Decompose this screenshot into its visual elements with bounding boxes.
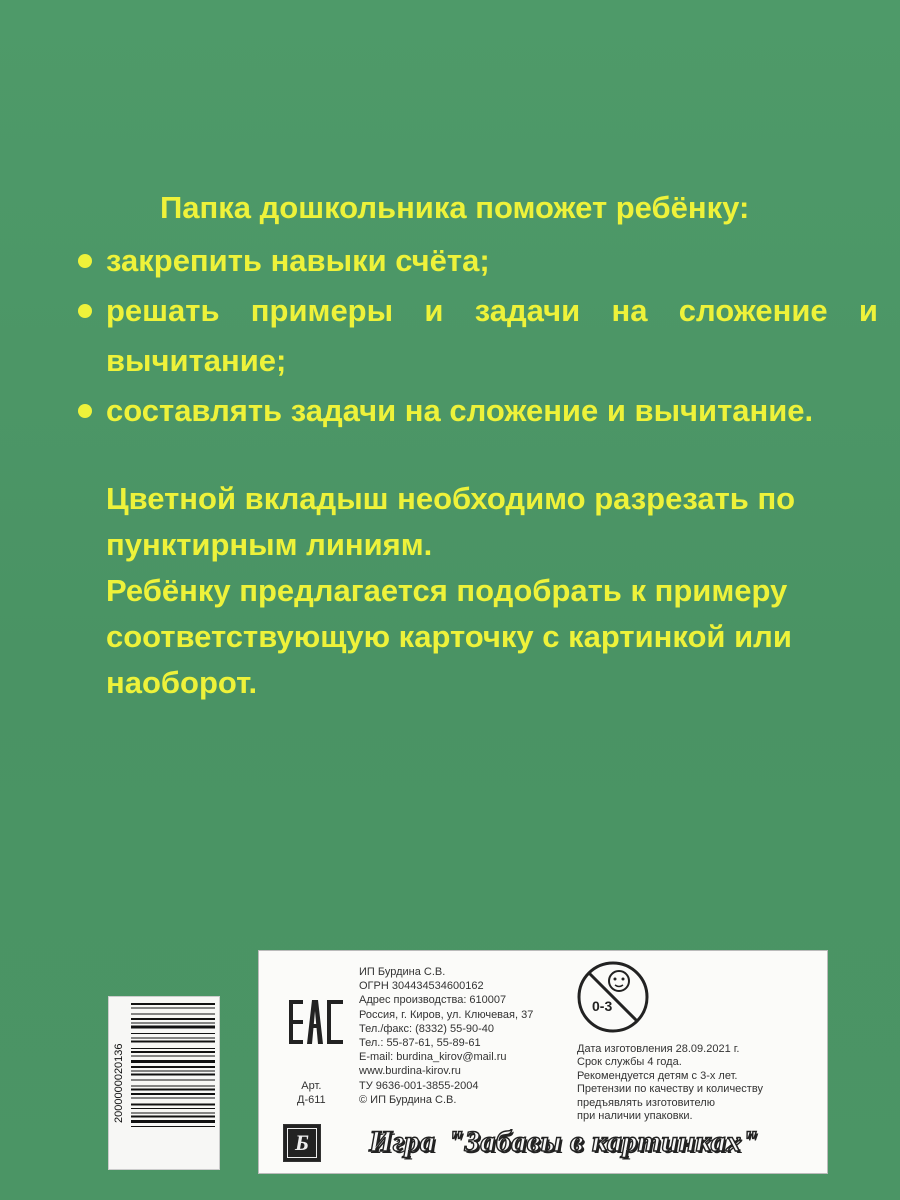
bullet-icon [78, 254, 92, 268]
benefits-list [78, 236, 878, 436]
info-line: Претензии по качеству и количеству [577, 1083, 763, 1096]
list-item [78, 386, 878, 436]
product-label [258, 950, 828, 1174]
article-label: Арт. [301, 1080, 322, 1092]
bullet-text: закрепить навыки счёта; [106, 243, 490, 278]
publisher-info [359, 965, 533, 1107]
bullet-icon [78, 304, 92, 318]
publisher-line: ТУ 9636-001-3855-2004 [359, 1079, 479, 1092]
logo-letter: Б [287, 1128, 317, 1158]
instructions [106, 476, 886, 706]
intro-heading: Папка дошкольника поможет ребёнку: [160, 190, 750, 225]
barcode [108, 996, 220, 1170]
barcode-digits: 2000000020136 [113, 1043, 125, 1123]
game-title [369, 1125, 759, 1159]
publisher-line: Адрес производства: 610007 [359, 994, 507, 1007]
game-word: Игра [369, 1125, 436, 1158]
article-code: Д-611 [297, 1094, 326, 1106]
eac-mark-icon [287, 997, 345, 1047]
publisher-line: Тел./факс: (8332) 55-90-40 [359, 1022, 494, 1035]
article-number [297, 1079, 326, 1107]
list-item [78, 236, 878, 286]
barcode-bars [131, 1003, 215, 1163]
publisher-logo-icon [283, 1124, 321, 1162]
publisher-line: E-mail: burdina_kirov@mail.ru [359, 1051, 507, 1064]
info-line: предъявлять изготовителю [577, 1096, 715, 1109]
game-name: "Забавы в картинках" [447, 1125, 759, 1158]
publisher-line: © ИП Бурдина С.В. [359, 1093, 457, 1106]
bullet-icon [78, 404, 92, 418]
list-item [78, 286, 878, 386]
production-info [577, 1043, 763, 1123]
info-line: Рекомендуется детям с 3-х лет. [577, 1069, 738, 1082]
info-line: Дата изготовления 28.09.2021 г. [577, 1043, 740, 1055]
publisher-line: Тел.: 55-87-61, 55-89-61 [359, 1037, 481, 1050]
publisher-line: www.burdina-kirov.ru [359, 1065, 461, 1078]
info-line: Срок службы 4 года. [577, 1056, 682, 1069]
info-line: при наличии упаковки. [577, 1110, 693, 1123]
instruction-paragraph: Ребёнку предлагается подобрать к примеру соответствующую карточку с картинкой или наоборот. [106, 573, 792, 700]
publisher-line: ОГРН 304434534600162 [359, 980, 484, 993]
publisher-line: Россия, г. Киров, ул. Ключевая, 37 [359, 1008, 534, 1021]
age-warning-icon [575, 959, 651, 1035]
bullet-text: составлять задачи на сложение и вычитание. [106, 393, 814, 428]
bullet-text: решать примеры и задачи на сложение и вычитание; [106, 293, 878, 378]
instruction-paragraph: Цветной вкладыш необходимо разрезать по пунктирным линиям. [106, 481, 796, 562]
age-range-text: 0-3 [592, 998, 613, 1014]
publisher-line: ИП Бурдина С.В. [359, 966, 446, 978]
